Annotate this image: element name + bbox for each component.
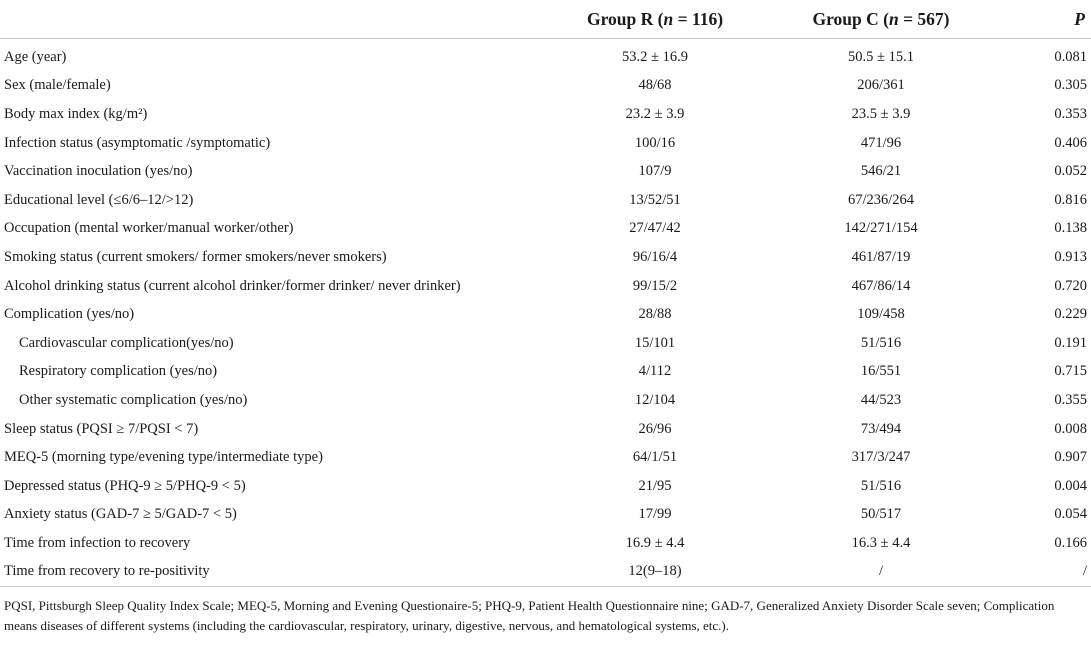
- row-p-value: 0.353: [1054, 105, 1087, 122]
- row-label: Age (year): [4, 48, 67, 65]
- row-label: MEQ-5 (morning type/evening type/intermediate type): [4, 449, 323, 466]
- row-label: Depressed status (PHQ-9 ≥ 5/PHQ-9 < 5): [4, 477, 246, 494]
- header-group-r-count: = 116): [673, 8, 724, 29]
- row-group-c-value: 471/96: [860, 134, 902, 151]
- row-group-r-value: 48/68: [638, 77, 672, 94]
- row-group-r-value: 23.2 ± 3.9: [625, 105, 685, 122]
- table-row: [0, 358, 1091, 387]
- table-footnote: PQSI, Pittsburgh Sleep Quality Index Scale; MEQ-5, Morning and Evening Questionaire-5; PHQ-9, Patient Health Questionnaire nine; GAD-7, Generalized Anxiety Disorder Scale seven; Complication means diseases of different systems (including the cardiovascular, respiratory, urinary, digestive, nervous, and hematological systems, etc.).: [4, 598, 1055, 634]
- row-label: Cardiovascular complication(yes/no): [19, 334, 234, 351]
- row-group-r-value: 99/15/2: [632, 277, 678, 294]
- table-row: [0, 329, 1091, 358]
- row-p-value: 0.355: [1054, 391, 1087, 408]
- row-group-c-value: 546/21: [860, 163, 902, 180]
- table-row: [0, 129, 1091, 158]
- table-row: [0, 39, 1091, 72]
- row-group-r-value: 12(9–18): [560, 558, 750, 587]
- row-group-c-value: 51/516: [860, 477, 902, 494]
- row-group-c-value: 50/517: [860, 506, 902, 523]
- row-p-value: /: [1012, 558, 1091, 587]
- row-p-value: 0.191: [1054, 334, 1087, 351]
- row-label: Infection status (asymptomatic /symptomatic): [4, 134, 271, 151]
- row-group-c-value: /: [750, 558, 1012, 587]
- row-group-c-value: 73/494: [860, 420, 902, 437]
- row-label: Vaccination inoculation (yes/no): [4, 163, 193, 180]
- table-row: [0, 501, 1091, 530]
- row-group-r-value: 26/96: [638, 420, 672, 437]
- row-label: Sleep status (PQSI ≥ 7/PQSI < 7): [4, 420, 199, 437]
- header-group-c-n: n: [888, 8, 899, 29]
- row-group-r-value: 13/52/51: [629, 191, 681, 208]
- row-group-r-value: 64/1/51: [632, 449, 678, 466]
- row-group-r-value: 100/16: [634, 134, 676, 151]
- row-group-c-value: 317/3/247: [851, 449, 911, 466]
- row-label: Educational level (≤6/6–12/>12): [4, 191, 194, 208]
- table-row: [0, 386, 1091, 415]
- row-p-value: 0.406: [1054, 134, 1087, 151]
- table-row: [0, 243, 1091, 272]
- row-label: Sex (male/female): [4, 77, 111, 94]
- row-group-c-value: 44/523: [860, 391, 902, 408]
- table-row: [0, 472, 1091, 501]
- table-row: [0, 100, 1091, 129]
- row-p-value: 0.229: [1054, 306, 1087, 323]
- row-group-r-value: 4/112: [638, 363, 672, 380]
- row-group-r-value: 107/9: [638, 163, 672, 180]
- table-row: [0, 215, 1091, 244]
- table-row: [0, 558, 1091, 587]
- row-group-c-value: 67/236/264: [847, 191, 915, 208]
- header-group-r-prefix: Group R (: [586, 8, 664, 29]
- header-group-r: [560, 0, 750, 39]
- header-characteristic: [0, 0, 560, 39]
- row-p-value: 0.720: [1054, 277, 1087, 294]
- row-p-value: 0.138: [1054, 220, 1087, 237]
- row-p-value: 0.008: [1054, 420, 1087, 437]
- row-p-value: 0.166: [1054, 534, 1087, 551]
- row-label: Time from recovery to re-positivity: [0, 558, 560, 587]
- row-group-c-value: 51/516: [860, 334, 902, 351]
- row-p-value: 0.081: [1054, 48, 1087, 65]
- row-p-value: 0.907: [1054, 449, 1087, 466]
- row-group-r-value: 17/99: [638, 506, 672, 523]
- row-group-c-value: 461/87/19: [851, 248, 911, 265]
- table-row: [0, 72, 1091, 101]
- row-label: Anxiety status (GAD-7 ≥ 5/GAD-7 < 5): [4, 506, 237, 523]
- row-group-r-value: 28/88: [638, 306, 672, 323]
- row-group-c-value: 23.5 ± 3.9: [851, 105, 911, 122]
- table-row: [0, 186, 1091, 215]
- row-group-r-value: 15/101: [634, 334, 676, 351]
- table-row: [0, 529, 1091, 558]
- row-p-value: 0.052: [1054, 163, 1087, 180]
- row-group-c-value: 467/86/14: [851, 277, 911, 294]
- header-row: [0, 0, 1091, 39]
- row-group-r-value: 12/104: [634, 391, 676, 408]
- header-group-c: [750, 0, 1012, 39]
- row-p-value: 0.054: [1054, 506, 1087, 523]
- row-label: Time from infection to recovery: [4, 534, 191, 551]
- row-group-r-value: 27/47/42: [629, 220, 681, 237]
- row-group-c-value: 109/458: [857, 306, 905, 323]
- table-row: [0, 415, 1091, 444]
- header-group-c-prefix: Group C (: [812, 8, 889, 29]
- row-label: Other systematic complication (yes/no): [19, 391, 248, 408]
- row-group-r-value: 21/95: [638, 477, 672, 494]
- row-group-c-value: 206/361: [857, 77, 905, 94]
- header-p-value: P: [1012, 0, 1091, 39]
- row-group-r-value: 53.2 ± 16.9: [622, 48, 688, 65]
- row-p-value: 0.305: [1054, 77, 1087, 94]
- row-group-r-value: 96/16/4: [632, 248, 678, 265]
- table-row: [0, 443, 1091, 472]
- row-label: Smoking status (current smokers/ former smokers/never smokers): [4, 248, 387, 265]
- row-label: Body max index (kg/m²): [4, 105, 148, 122]
- table-row: [0, 300, 1091, 329]
- row-p-value: 0.913: [1054, 248, 1087, 265]
- row-group-c-value: 142/271/154: [844, 220, 918, 237]
- row-group-c-value: 16.3 ± 4.4: [851, 534, 911, 551]
- row-p-value: 0.004: [1054, 477, 1087, 494]
- row-group-c-value: 16/551: [860, 363, 902, 380]
- header-group-c-count: = 567): [898, 8, 950, 29]
- row-p-value: 0.715: [1054, 363, 1087, 380]
- table-body: [0, 39, 1091, 587]
- row-label: Alcohol drinking status (current alcohol drinker/former drinker/ never drinker): [4, 277, 461, 294]
- table-row: [0, 157, 1091, 186]
- table-row: [0, 272, 1091, 301]
- row-p-value: 0.816: [1054, 191, 1087, 208]
- table-header: [0, 0, 1091, 39]
- header-group-r-n: n: [663, 8, 674, 29]
- row-group-c-value: 50.5 ± 15.1: [848, 48, 914, 65]
- row-label: Respiratory complication (yes/no): [19, 363, 218, 380]
- row-group-r-value: 16.9 ± 4.4: [625, 534, 685, 551]
- row-label: Complication (yes/no): [4, 306, 135, 323]
- row-label: Occupation (mental worker/manual worker/other): [4, 220, 294, 237]
